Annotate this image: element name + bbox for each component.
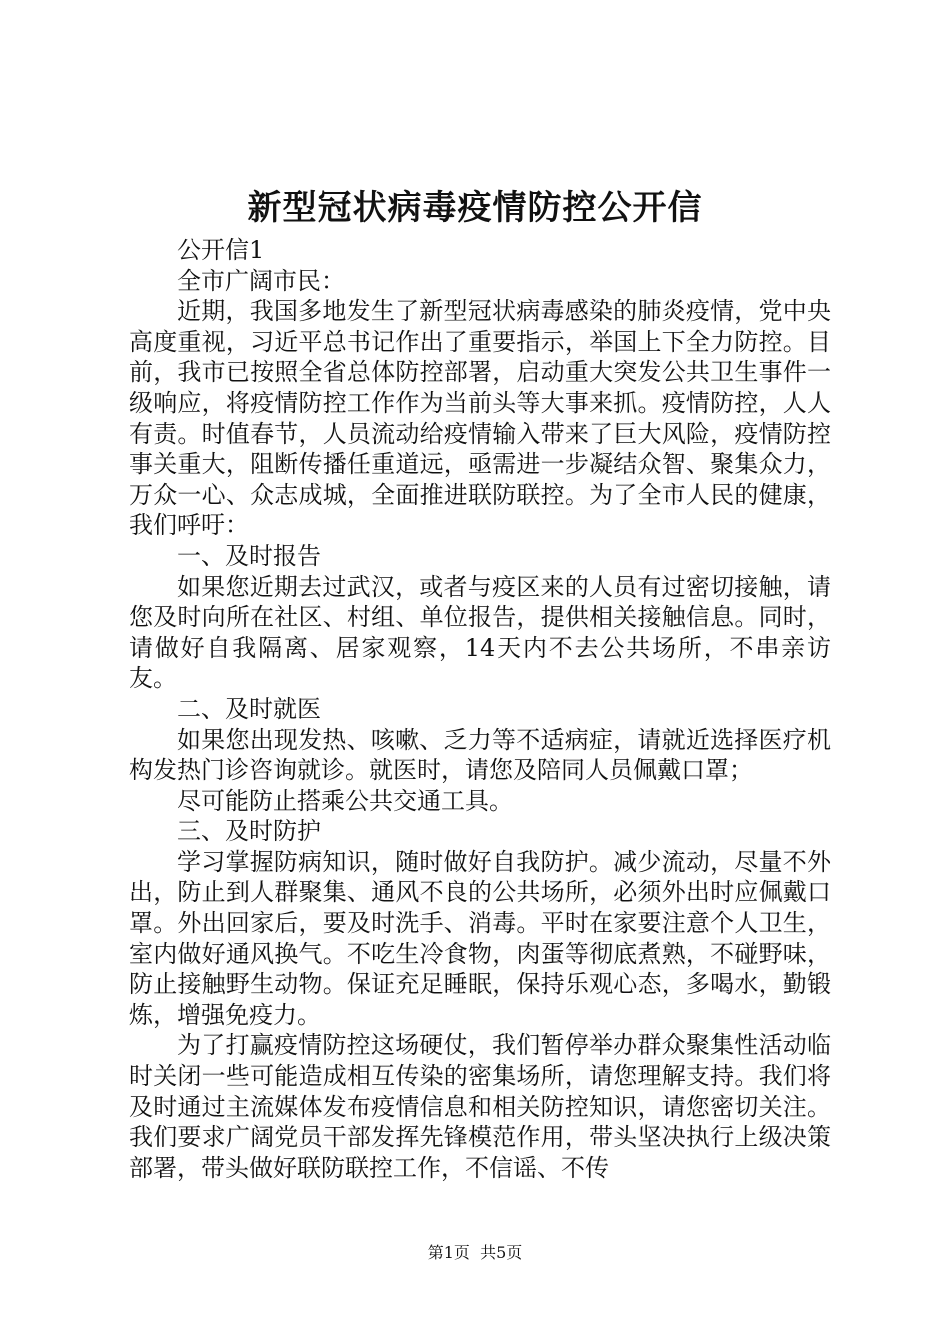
section-heading-report: 一、及时报告	[177, 541, 321, 570]
document-body	[129, 235, 831, 1183]
transport-paragraph: 尽可能防止搭乘公共交通工具。	[177, 786, 513, 815]
page-number: 第1页 共5页	[427, 1243, 523, 1262]
intro-paragraph: 近期，我国多地发生了新型冠状病毒感染的肺炎疫情，党中央高度重视，习近平总书记作出了重要指示，举国上下全力防控。目前，我市已按照全省总体防控部署，启动重大突发公共卫生事件一级响应，将疫情防控工作作为当前头等大事来抓。疫情防控，人人有责。时值春节，人员流动给疫情输入带来了巨大风险，疫情防控事关重大，阻断传播任重道远，亟需进一步凝结众智、聚集众力，万众一心、众志成城，全面推进联防联控。为了全市人民的健康，我们呼吁：	[129, 297, 831, 540]
document-title: 新型冠状病毒疫情防控公开信	[247, 188, 703, 228]
closing-paragraph: 为了打赢疫情防控这场硬仗，我们暂停举办群众聚集性活动临时关闭一些可能造成相互传染的密集场所，请您理解支持。我们将及时通过主流媒体发布疫情信息和相关防控知识，请您密切关注。我们要求广阔党员干部发挥先锋模范作用，带头坚决执行上级决策部署，带头做好联防联控工作，不信谣、不传	[129, 1031, 831, 1182]
section-heading-medical: 二、及时就医	[177, 694, 321, 723]
report-paragraph: 如果您近期去过武汉，或者与疫区来的人员有过密切接触，请您及时向所在社区、村组、单位报告，提供相关接触信息。同时，请做好自我隔离、居家观察，14天内不去公共场所，不串亲访友。	[129, 572, 831, 693]
section-heading-protection: 三、及时防护	[177, 817, 321, 846]
protection-paragraph: 学习掌握防病知识，随时做好自我防护。减少流动，尽量不外出，防止到人群聚集、通风不良的公共场所，必须外出时应佩戴口罩。外出回家后，要及时洗手、消毒。平时在家要注意个人卫生，室内做好通风换气。不吃生冷食物，肉蛋等彻底煮熟，不碰野味，防止接触野生动物。保证充足睡眠，保持乐观心态，多喝水，勤锻炼，增强免疫力。	[129, 847, 831, 1029]
medical-paragraph: 如果您出现发热、咳嗽、乏力等不适病症，请就近选择医疗机构发热门诊咨询就诊。就医时，请您及陪同人员佩戴口罩；	[129, 725, 831, 785]
salutation: 全市广阔市民：	[177, 266, 345, 295]
letter-number: 公开信1	[177, 236, 265, 264]
page-footer	[0, 1241, 950, 1265]
